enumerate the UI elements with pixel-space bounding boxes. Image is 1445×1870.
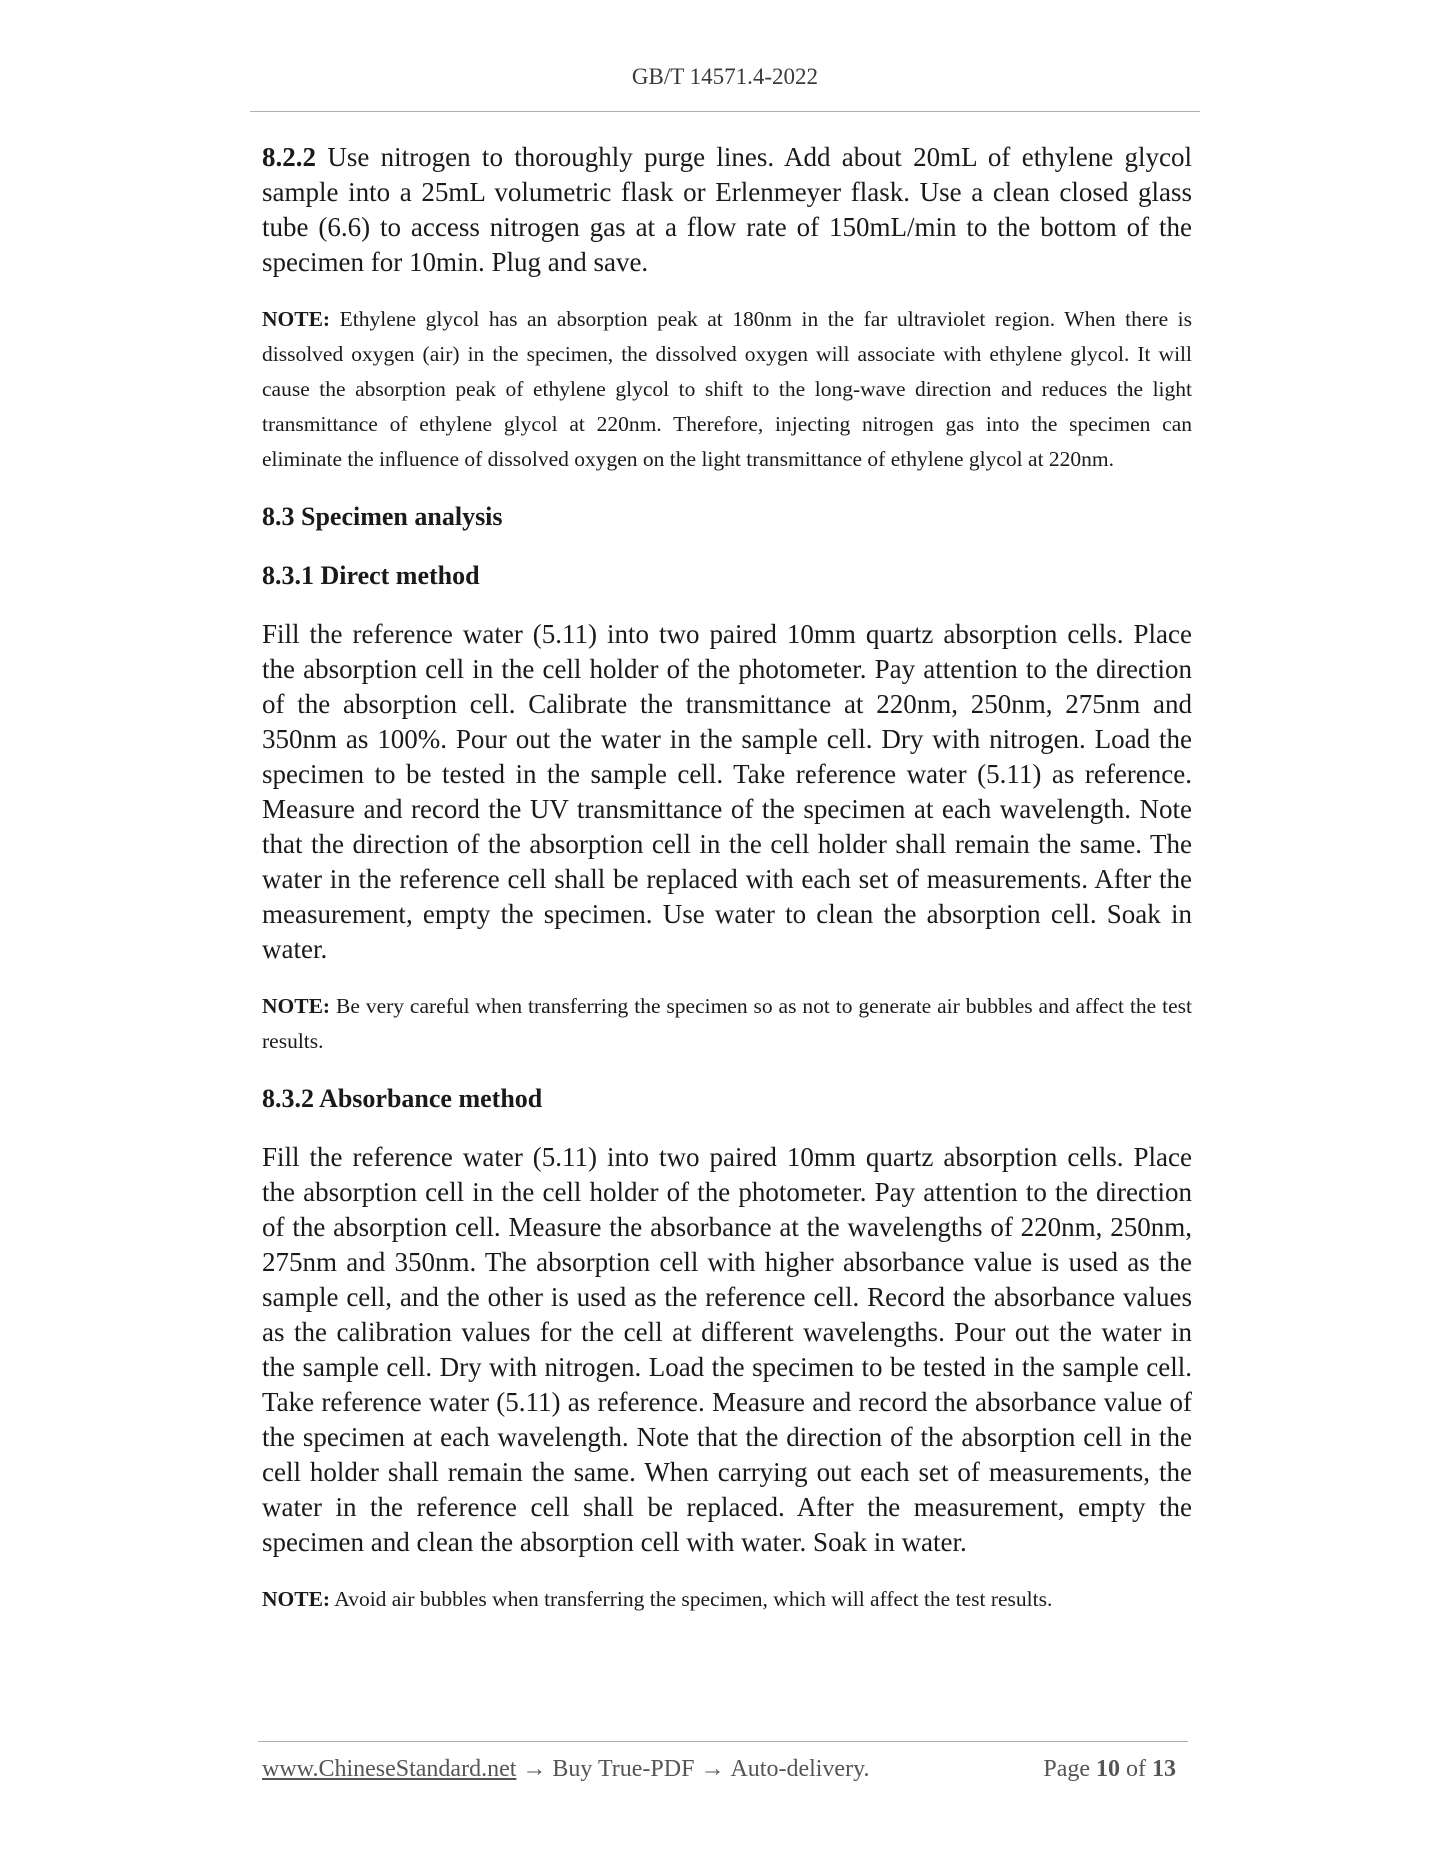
note-text: Ethylene glycol has an absorption peak at 180nm in the far ultraviolet region. When there is dissolved oxygen (air) in the specimen, the dissolved oxygen will associate with ethylene glycol. It will cause the absorption peak of ethylene glycol to shift to the long-wave direction and reduces the light transmittance of ethylene glycol at 220nm. Therefore, injecting nitrogen gas into the specimen can eliminate the influence of dissolved oxygen on the light transmittance of ethylene glycol at 220nm. <box>262 307 1192 471</box>
direct-method-paragraph: Fill the reference water (5.11) into two paired 10mm quartz absorption cells. Place the absorption cell in the cell holder of the photometer. Pay attention to the direction of the absorption cell. Calibrate the transmittance at 220nm, 250nm, 275nm and 350nm as 100%. Pour out the water in the sample cell. Dry with nitrogen. Load the specimen to be tested in the sample cell. Take reference water (5.11) as reference. Measure and record the UV transmittance of the specimen at each wavelength. Note that the direction of the absorption cell in the cell holder shall remain the same. The water in the reference cell shall be replaced with each set of measurements. After the measurement, empty the specimen. Use water to clean the absorption cell. Soak in water. <box>262 619 1192 964</box>
clause-8-2-2 <box>262 140 1192 280</box>
heading-8-3-2: 8.3.2 Absorbance method <box>262 1084 543 1113</box>
footer-divider <box>258 1741 1188 1742</box>
note-text: Be very careful when transferring the specimen so as not to generate air bubbles and affect the test results. <box>262 994 1192 1053</box>
note-text: Avoid air bubbles when transferring the specimen, which will affect the test results. <box>330 1587 1053 1611</box>
buy-true-pdf-text: Buy True-PDF <box>552 1756 695 1782</box>
heading-8-3-1: 8.3.1 Direct method <box>262 561 480 590</box>
footer-promo <box>262 1756 870 1783</box>
note-label: NOTE: <box>262 1587 331 1611</box>
note-dissolved-oxygen <box>262 302 1192 477</box>
auto-delivery-text: Auto-delivery. <box>730 1756 870 1782</box>
of-word: of <box>1126 1756 1146 1782</box>
page-footer <box>262 1756 1182 1796</box>
arrow-right-icon: → <box>700 1756 725 1782</box>
page-word: Page <box>1043 1756 1090 1782</box>
clause-number: 8.2.2 <box>262 142 316 172</box>
chinese-standard-link[interactable]: www.ChineseStandard.net <box>262 1756 517 1782</box>
header-divider <box>250 111 1200 112</box>
note-air-bubbles-2 <box>262 1582 1192 1617</box>
clause-text: Use nitrogen to thoroughly purge lines. Add about 20mL of ethylene glycol sample into a 25mL volumetric flask or Erlenmeyer flask. Use a clean closed glass tube (6.6) to access nitrogen gas at a flow rate of 150mL/min to the bottom of the specimen for 10min. Plug and save. <box>262 142 1192 277</box>
absorbance-method-paragraph: Fill the reference water (5.11) into two paired 10mm quartz absorption cells. Place the absorption cell in the cell holder of the photometer. Pay attention to the direction of the absorption cell. Measure the absorbance at the wavelengths of 220nm, 250nm, 275nm and 350nm. The absorption cell with higher absorbance value is used as the sample cell, and the other is used as the reference cell. Record the absorbance values as the calibration values for the cell at different wavelengths. Pour out the water in the sample cell. Dry with nitrogen. Load the specimen to be tested in the sample cell. Take reference water (5.11) as reference. Measure and record the absorbance value of the specimen at each wavelength. Note that the direction of the absorption cell in the cell holder shall remain the same. When carrying out each set of measurements, the water in the reference cell shall be replaced. After the measurement, empty the specimen and clean the absorption cell with water. Soak in water. <box>262 1142 1192 1557</box>
note-air-bubbles-1 <box>262 989 1192 1059</box>
page-number <box>1043 1756 1182 1783</box>
note-label: NOTE: <box>262 994 331 1018</box>
document-header-title: GB/T 14571.4-2022 <box>631 64 819 89</box>
arrow-right-icon: → <box>522 1756 547 1782</box>
total-pages: 13 <box>1152 1756 1176 1782</box>
heading-8-3: 8.3 Specimen analysis <box>262 502 503 531</box>
page-content <box>262 140 1192 1639</box>
current-page: 10 <box>1096 1756 1120 1782</box>
note-label: NOTE: <box>262 307 331 331</box>
